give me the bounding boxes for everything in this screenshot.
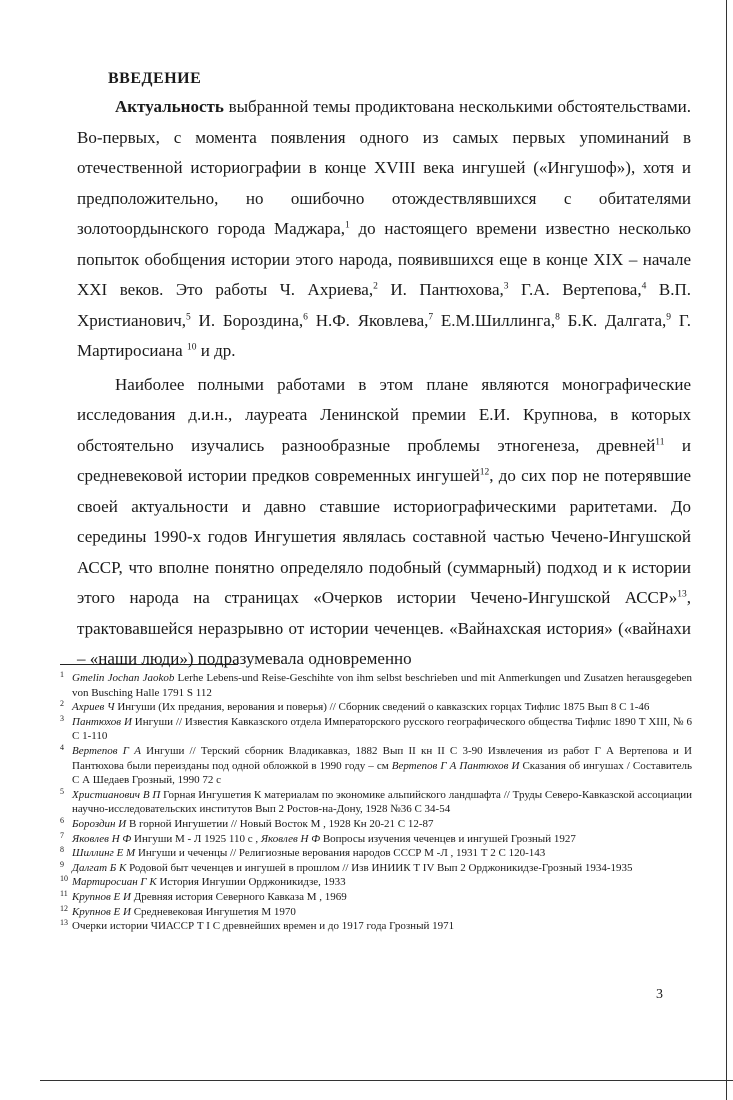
footnote-author: Пантюхов И — [72, 715, 132, 728]
footnote-text: Ингуши и чеченцы // Религиозные верования народов СССР М -Л , 1931 Т 2 С 120-143 — [135, 847, 546, 860]
footnote: 11 Крупнов Е И Древняя история Северного Кавказа М , 1969 — [60, 888, 347, 903]
footnote: 6 Бороздин И В горной Ингушетии // Новый Восток М , 1928 Кн 20-21 С 12-87 — [60, 815, 434, 830]
footnote-author: Шиллинг Е М — [72, 847, 136, 860]
footnote-author: Христианович В П — [72, 788, 161, 801]
footnote: 5 Христианович В П Горная Ингушетия К материалам по экономике альпийского ландшафта // Труды Северо-Кавказской ассоциации научно-исследовательских институтов Вып 2 Ростов-на-Дону, 1928 №36 С 34-54 — [60, 786, 692, 816]
footnote-ref: 6 — [303, 311, 308, 322]
paragraph-1 — [77, 92, 691, 367]
footnote: 1 Gmelin Jochan Jaokob Lerhe Lebens-und Reise-Geschihte von ihm selbst beschrieben und mit Anmerkungen und Zusatzen herausgegeben von Busching Halle 1791 S 112 — [60, 670, 692, 699]
footnote-text: В горной Ингушетии // Новый Восток М , 1928 Кн 20-21 С 12-87 — [126, 817, 434, 830]
footnote-ref: 7 — [428, 311, 434, 322]
footnote-author: Крупнов Е И — [72, 905, 131, 918]
footnote: 8 Шиллинг Е М Ингуши и чеченцы // Религиозные верования народов СССР М -Л , 1931 Т 2 С 120-143 — [60, 845, 546, 860]
text-run: Б.К. Далгата, — [559, 310, 667, 330]
footnote-ref: 12 — [479, 467, 490, 478]
footnote-author: Яковлев Н Ф — [72, 832, 132, 845]
footnote: 10 Мартиросиан Г К История Ингушии Орджоникидзе, 1933 — [60, 874, 346, 889]
text-run: и др. — [196, 341, 236, 360]
footnote-ref: 1 — [344, 220, 350, 231]
footnote-ref: 10 — [186, 342, 197, 353]
text-run: Г.А. Вертепова, — [508, 280, 642, 299]
footnote-author: Ахриев Ч — [72, 701, 115, 714]
text-run: Г. Мартиросиана — [77, 310, 691, 360]
footnote-author: Вертепов Г А Пантюхов И — [391, 759, 520, 772]
text-run: Е.М.Шиллинга, — [433, 310, 556, 330]
scan-edge-bottom — [40, 1080, 733, 1081]
footnote-ref: 13 — [677, 589, 687, 600]
text-run: И. Пантюхова, — [377, 280, 504, 299]
footnote-ref: 9 — [666, 311, 672, 322]
footnote: 7 Яковлев Н Ф Ингуши М - Л 1925 110 с , Яковлев Н Ф Вопросы изучения чеченцев и ингушей Грозный 1927 — [60, 830, 576, 845]
footnote-text: Ингуши М - Л 1925 110 с , — [131, 832, 261, 845]
footnote-ref: 5 — [186, 311, 191, 322]
body-text — [77, 92, 691, 675]
footnote-text: Горная Ингушетия К материалам по экономике альпийского ландшафта // Труды Северо-Кавказской ассоциации научно-исследовательских институтов Вып 2 Ростов-на-Дону, 1928 №36 С 34-54 — [72, 788, 692, 816]
footnote-text: Родовой быт чеченцев и ингушей в прошлом // Изв ИНИИК Т IV Вып 2 Орджоникидзе-Грозный 1934-1935 — [126, 861, 633, 874]
footnotes — [60, 671, 692, 934]
footnote-ref: 2 — [373, 281, 378, 292]
footnote: 3 Пантюхов И Ингуши // Известия Кавказского отдела Императорского русского географического общества Тифлис 1890 Т XIII, № 6 С 1-110 — [60, 713, 692, 743]
footnote-text: Средневековая Ингушетия М 1970 — [130, 905, 296, 918]
footnote: 2 Ахриев Ч Ингуши (Их предания, верования и поверья) // Сборник сведений о кавказских горцах Тифлис 1875 Вып 8 С 1-46 — [60, 699, 650, 714]
text-run: , до сих пор не потерявшие своей актуальности и давно ставшие историографическими раритетами. До середины 1990-х годов Ингушетия являлась составной частью Чечено-Ингушской АССР, что вполне понятно определяло подобный (суммарный) подход и к истории этого народа на страницах «Очерков истории Чечено-Ингушской АССР» — [77, 466, 691, 607]
footnote-author: Яковлев Н Ф — [260, 832, 321, 845]
footnote-author: Крупнов Е И — [72, 890, 131, 903]
footnote: 9 Далгат Б К Родовой быт чеченцев и ингушей в прошлом // Изв ИНИИК Т IV Вып 2 Орджоникидзе-Грозный 1934-1935 — [60, 859, 633, 874]
footnote-author: Бороздин И — [72, 817, 127, 830]
footnote-author: Мартиросиан Г К — [72, 876, 157, 889]
footnote-text: Древняя история Северного Кавказа М , 1969 — [130, 890, 347, 903]
text-run: выбранной темы продиктована несколькими обстоятельствами. Во-первых, с момента появления одного из самых первых упоминаний в отечественной историографии в конце XVIII века ингушей («Ингушоф»), хотя и предположительно, но ошибочно отождествлявшихся с обитателями золотоордынского города Маджара, — [77, 97, 691, 238]
footnote-text: Сказания об ингушах / Составитель С А Шедаев Грозный, 1990 72 с — [72, 759, 692, 787]
footnote-text: Очерки истории ЧИАССР Т I С древнейших времен и до 1917 года Грозный 1971 — [72, 920, 455, 933]
footnote-author: Далгат Б К — [72, 861, 127, 874]
footnote-ref: 3 — [503, 281, 509, 292]
text-run: В.П. Христианович, — [77, 280, 691, 330]
footnote-text: Вопросы изучения чеченцев и ингушей Грозный 1927 — [320, 832, 576, 845]
footnote-ref: 4 — [641, 281, 647, 292]
section-heading: ВВЕДЕНИЕ — [108, 70, 202, 87]
text-run: , трактовавшейся неразрывно от истории чеченцев. «Вайнахская история» («вайнахи – «наши люди») подразумевала одновременно — [77, 588, 691, 668]
text-run: Наиболее полными работами в этом плане являются монографические исследования д.и.н., лауреата Ленинской премии Е.И. Крупнова, в которых обстоятельно изучались разнообразные проблемы этногенеза, древней — [77, 374, 691, 455]
footnote-text: Ингуши // Известия Кавказского отдела Императорского русского географического общества Тифлис 1890 Т XIII, № 6 С 1-110 — [72, 715, 692, 743]
footnote: 13 Очерки истории ЧИАССР Т I С древнейших времен и до 1917 года Грозный 1971 — [60, 918, 455, 933]
scan-edge-right — [726, 0, 727, 1100]
footnote-separator — [60, 664, 238, 665]
paragraph-2 — [77, 370, 691, 675]
text-run: И. Бороздина, — [190, 310, 304, 330]
footnote: 12 Крупнов Е И Средневековая Ингушетия М 1970 — [60, 903, 296, 918]
footnote-author: Gmelin Jochan Jaokob — [72, 672, 175, 684]
footnote-text: Ингуши // Терский сборник Владикавказ, 1882 Вып II кн II С 3-90 Извлечения из работ Г А Вертепова и И Пантюхова были переизданы под одной обложкой в 1990 году – см — [72, 744, 692, 772]
footnote-ref: 8 — [555, 311, 560, 322]
text-run: и средневековой истории предков современных ингушей — [77, 435, 691, 485]
text-run: Н.Ф. Яковлева, — [307, 310, 429, 330]
footnote-author: Вертепов Г А — [72, 744, 141, 757]
text-run: до настоящего времени известно несколько попыток обобщения истории этого народа, появившихся еще в конце XIX – начале XXI веков. Это работы Ч. Ахриева, — [77, 219, 691, 299]
footnote-text: Ингуши (Их предания, верования и поверья) // Сборник сведений о кавказских горцах Тифлис 1875 Вып 8 С 1-46 — [114, 701, 650, 714]
footnote-text: Lerhe Lebens-und Reise-Geschihte von ihm selbst beschrieben und mit Anmerkungen und Zusatzen herausgegeben von Busching Halle 1791 S 112 — [72, 672, 692, 699]
page-number: 3 — [656, 987, 663, 1002]
footnote-text: История Ингушии Орджоникидзе, 1933 — [156, 876, 346, 889]
lead-bold: Актуальность — [115, 97, 224, 116]
footnote-ref: 11 — [655, 436, 665, 447]
footnote: 4 Вертепов Г А Ингуши // Терский сборник Владикавказ, 1882 Вып II кн II С 3-90 Извлечения из работ Г А Вертепова и И Пантюхова были переизданы под одной обложкой в 1990 году – см Вертепов Г А Пантюхов И Сказания об ингушах / Составитель С А Шедаев Грозный, 1990 72 с — [60, 742, 692, 787]
